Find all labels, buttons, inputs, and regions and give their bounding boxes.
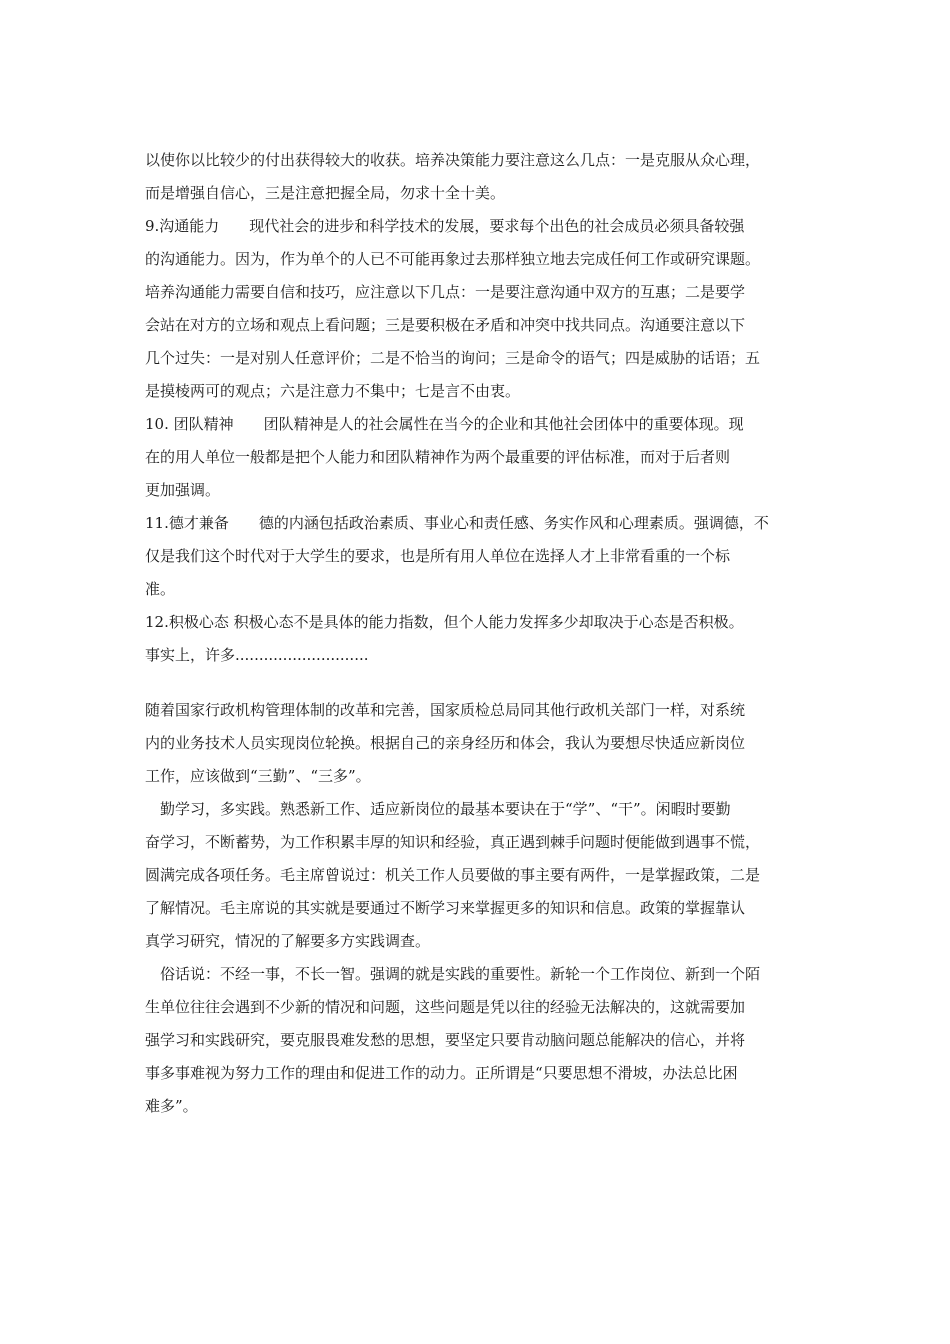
- text-line: 生单位往往会遇到不少新的情况和问题，这些问题是凭以往的经验无法解决的，这就需要加: [145, 998, 746, 1016]
- text-line: 9.沟通能力 现代社会的进步和科学技术的发展，要求每个出色的社会成员必须具备较强: [145, 217, 745, 235]
- text-line: 更加强调。: [145, 481, 221, 499]
- text-line: 几个过失：一是对别人任意评价；二是不恰当的询问；三是命令的语气；四是威胁的话语；五: [145, 349, 761, 367]
- text-line: 的沟通能力。因为，作为单个的人已不可能再象过去那样独立地去完成任何工作或研究课题。: [145, 250, 761, 268]
- text-line: 会站在对方的立场和观点上看问题；三是要积极在矛盾和冲突中找共同点。沟通要注意以下: [145, 316, 746, 334]
- text-line: 了解情况。毛主席说的其实就是要通过不断学习来掌握更多的知识和信息。政策的掌握靠认: [145, 899, 746, 917]
- text-line: 强学习和实践研究，要克服畏难发愁的思想，要坚定只要肯动脑问题总能解决的信心，并将: [145, 1031, 746, 1049]
- text-line: 在的用人单位一般都是把个人能力和团队精神作为两个最重要的评估标准，而对于后者则: [145, 448, 731, 466]
- text-line: 奋学习，不断蓄势，为工作积累丰厚的知识和经验，真正遇到棘手问题时便能做到遇事不慌，: [145, 833, 761, 851]
- text-line: 11.德才兼备 德的内涵包括政治素质、事业心和责任感、务实作风和心理素质。强调德，不: [145, 514, 769, 532]
- text-line: 圆满完成各项任务。毛主席曾说过：机关工作人员要做的事主要有两件，一是掌握政策，二是: [145, 866, 761, 884]
- text-line: 难多”。: [145, 1097, 198, 1115]
- text-line: 12.积极心态 积极心态不是具体的能力指数，但个人能力发挥多少却取决于心态是否积极。: [145, 613, 744, 631]
- text-line: 事实上，许多............................: [145, 646, 369, 664]
- text-line: 以使你以比较少的付出获得较大的收获。培养决策能力要注意这么几点：一是克服从众心理，: [145, 151, 761, 169]
- text-line: 10. 团队精神 团队精神是人的社会属性在当今的企业和其他社会团体中的重要体现。现: [145, 415, 744, 433]
- text-line: 事多事难视为努力工作的理由和促进工作的动力。正所谓是“只要思想不滑坡，办法总比困: [145, 1064, 738, 1082]
- text-line: 仅是我们这个时代对于大学生的要求，也是所有用人单位在选择人才上非常看重的一个标: [145, 547, 731, 565]
- text-line: 准。: [145, 580, 176, 598]
- text-line: 培养沟通能力需要自信和技巧，应注意以下几点：一是要注意沟通中双方的互惠；二是要学: [145, 283, 746, 301]
- text-line: 是摸棱两可的观点；六是注意力不集中；七是言不由衷。: [145, 382, 521, 400]
- text-line: 真学习研究，情况的了解要多方实践调查。: [145, 932, 431, 950]
- text-line: 俗话说：不经一事，不长一智。强调的就是实践的重要性。新轮一个工作岗位、新到一个陌: [145, 965, 761, 983]
- text-line: 随着国家行政机构管理体制的改革和完善，国家质检总局同其他行政机关部门一样，对系统: [145, 701, 746, 719]
- text-line: 而是增强自信心，三是注意把握全局，勿求十全十美。: [145, 184, 506, 202]
- text-line: 工作，应该做到“三勤”、“三多”。: [145, 767, 371, 785]
- text-line: 勤学习，多实践。熟悉新工作、适应新岗位的最基本要诀在于“学”、“干”。闲暇时要勤: [145, 800, 731, 818]
- text-line: 内的业务技术人员实现岗位轮换。根据自己的亲身经历和体会，我认为要想尽快适应新岗位: [145, 734, 746, 752]
